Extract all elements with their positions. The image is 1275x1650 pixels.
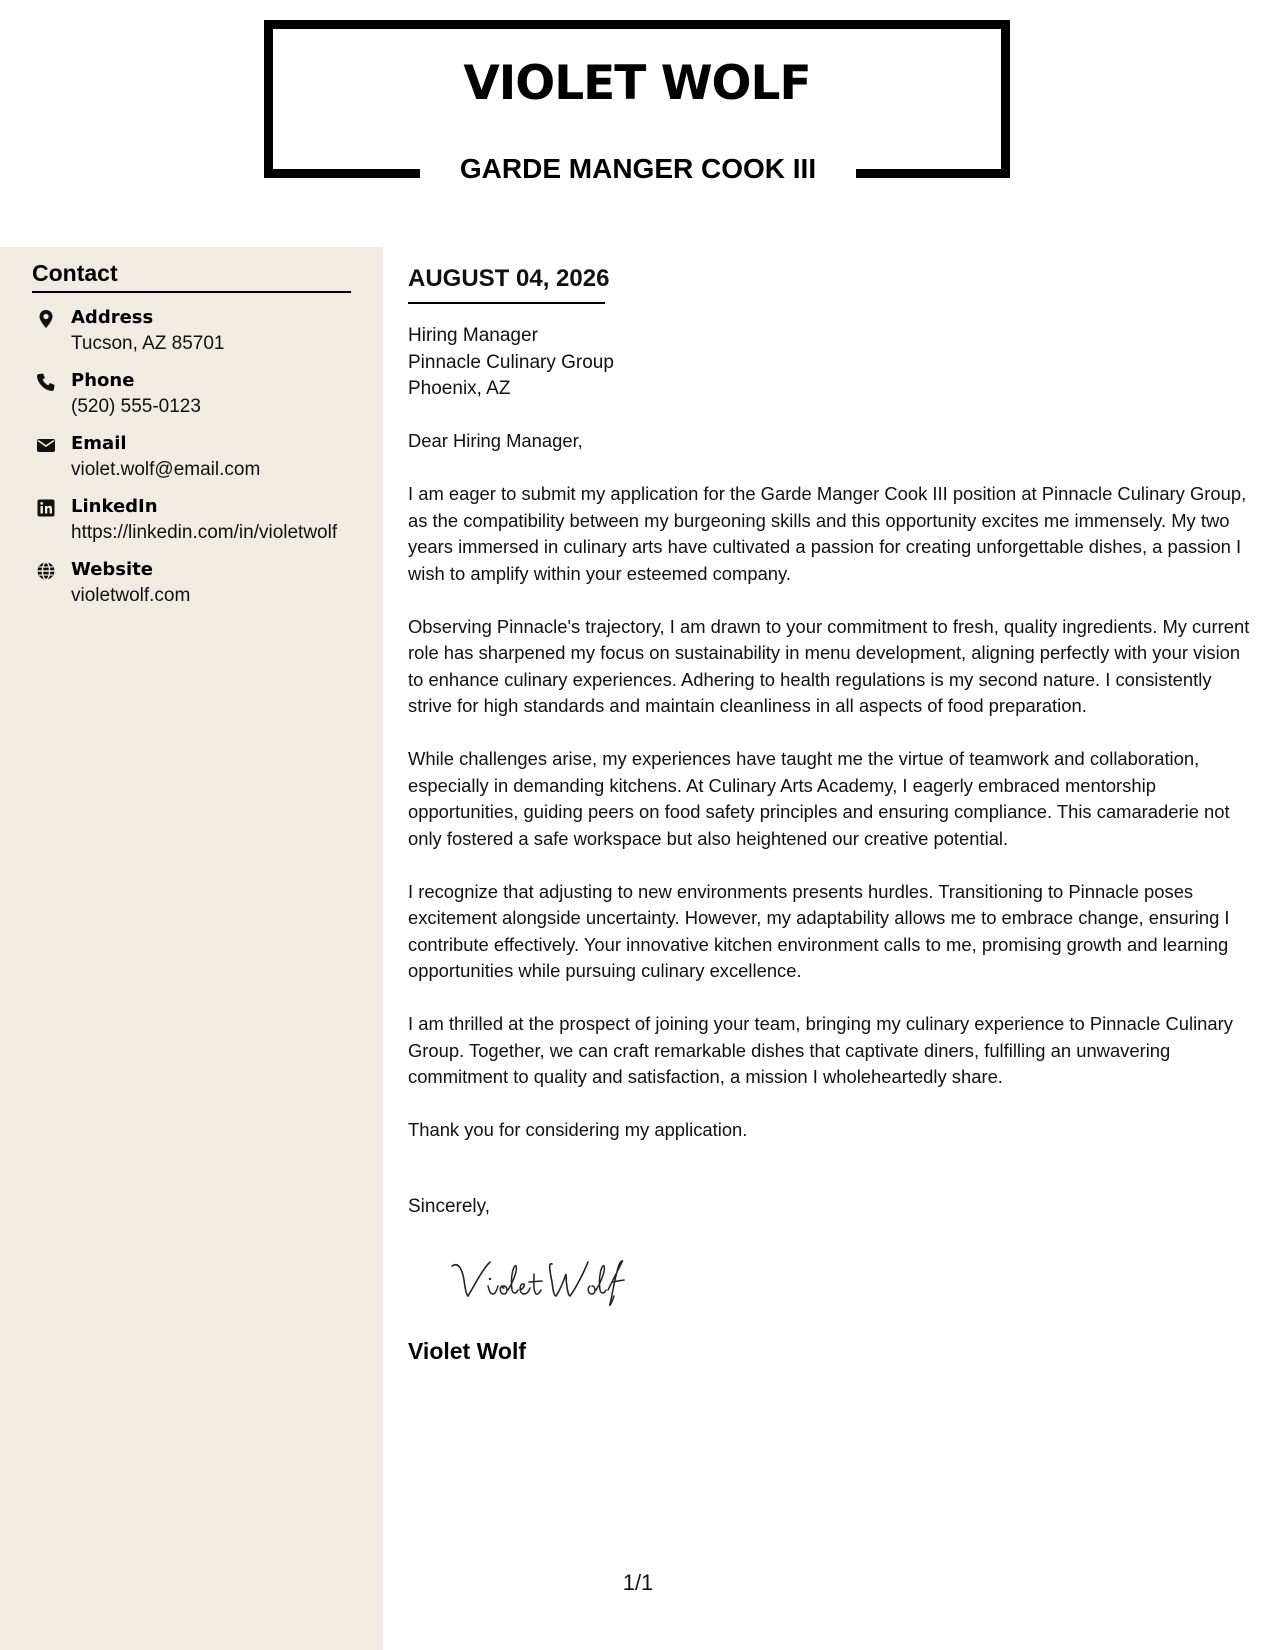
contact-value-linkedin: https://linkedin.com/in/violetwolf (71, 522, 338, 543)
recipient-line: Phoenix, AZ (408, 378, 511, 399)
body-paragraph: I recognize that adjusting to new environments presents hurdles. Transitioning to Pinnacle poses excitement alongside uncertainty. However, my adaptability allows me to embrace change, ensuring I contribute effectively. Your innovative kitchen environment calls to me, promising growth and learning opportunities while pursuing culinary excellence. (408, 880, 1230, 981)
contact-label-email: Email (71, 433, 127, 454)
contact-heading: Contact (32, 260, 118, 286)
signer-name: Violet Wolf (408, 1338, 526, 1364)
contact-value-website: violetwolf.com (71, 585, 191, 606)
phone-icon (36, 372, 56, 392)
contact-value-address: Tucson, AZ 85701 (71, 333, 225, 354)
date-divider (408, 302, 605, 304)
globe-icon (36, 561, 56, 581)
contact-value-email: violet.wolf@email.com (71, 459, 261, 480)
body-paragraph: I am thrilled at the prospect of joining your team, bringing my culinary experience to Pinnacle Culinary Group. Together, we can craft remarkable dishes that captivate diners, fulfilling an unwavering commitment to quality and satisfaction, a mission I wholeheartedly share. (408, 1013, 1233, 1087)
body-paragraph: I am eager to submit my application for the Garde Manger Cook III position at Pinnacle Culinary Group, as the compatibility between my burgeoning skills and this opportunity excites me immensely. My two years immersed in culinary arts have cultivated a passion for creating unforgettable dishes, a passion I wish to amplify within your esteemed company. (408, 483, 1247, 584)
header-frame-bottom-left (264, 169, 420, 178)
linkedin-icon (36, 498, 56, 518)
body-paragraph: Observing Pinnacle's trajectory, I am drawn to your commitment to fresh, quality ingredients. My current role has sharpened my focus on sustainability in menu development, aligning perfectly with your vision to enhance culinary experiences. Adhering to health regulations is my second nature. I consistently strive for high standards and maintain cleanliness in all aspects of food preparation. (408, 615, 1250, 716)
contact-label-address: Address (71, 307, 154, 328)
closing: Sincerely, (408, 1196, 491, 1217)
recipient-block (408, 323, 1228, 403)
body-paragraph: Thank you for considering my application. (408, 1119, 748, 1140)
salutation: Dear Hiring Manager, (408, 430, 583, 451)
applicant-name: VIOLET WOLF (463, 56, 811, 111)
letter-date: AUGUST 04, 2026 (408, 265, 610, 292)
page-number: 1/1 (622, 1570, 654, 1595)
letter-body (408, 428, 1256, 1170)
body-paragraph: While challenges arise, my experiences have taught me the virtue of teamwork and collaboration, especially in demanding kitchens. At Culinary Arts Academy, I eagerly embraced mentorship opportunities, guiding peers on food safety principles and ensuring compliance. This camaraderie not only fostered a safe workspace but also heightened our creative potential. (408, 748, 1230, 849)
job-title: GARDE MANGER COOK III (459, 153, 817, 184)
recipient-line: Pinnacle Culinary Group (408, 351, 614, 373)
contact-label-website: Website (71, 559, 154, 580)
handwritten-signature (448, 1250, 648, 1310)
recipient-line: Hiring Manager (408, 325, 538, 346)
contact-label-phone: Phone (71, 370, 135, 391)
contact-label-linkedin: LinkedIn (71, 496, 158, 517)
map-pin-icon (36, 309, 56, 329)
envelope-icon (36, 435, 56, 455)
contact-divider (32, 291, 351, 293)
header-frame-bottom-right (856, 169, 1010, 178)
contact-value-phone: (520) 555-0123 (71, 396, 201, 417)
